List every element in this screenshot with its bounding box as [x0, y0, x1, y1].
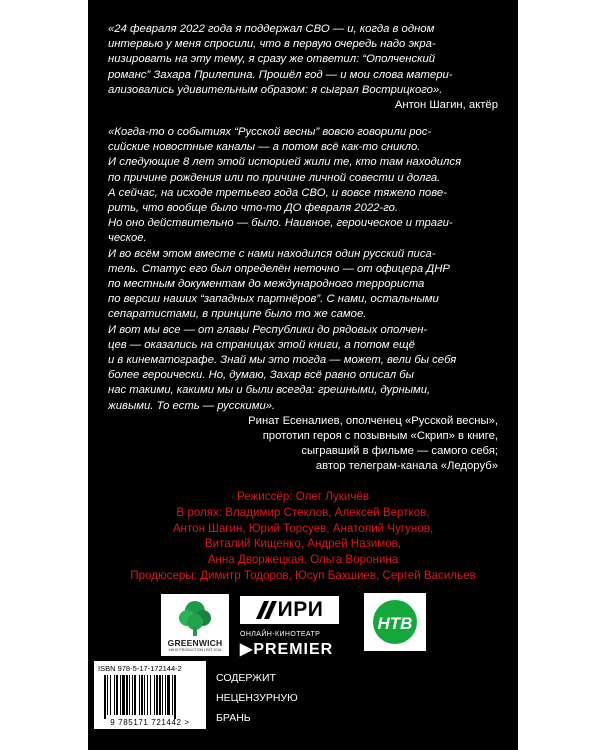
barcode-bar: [144, 675, 145, 715]
quote-esenaliev: [108, 125, 498, 475]
barcode-bar: [172, 675, 173, 715]
quote-line: сийские новостные каналы — а потом всё как-то сникло.: [108, 141, 421, 154]
barcode-bar: [147, 675, 148, 715]
play-icon: ▶: [240, 641, 254, 658]
quote-line: ческое.: [108, 232, 147, 245]
barcode-bar: [120, 675, 121, 715]
tree-icon: [178, 599, 212, 637]
quote-line: низировать на эту тему, я сразу же ответил: “Ополченский: [108, 53, 436, 66]
warning-line: БРАНЬ: [216, 712, 251, 724]
quote-line: «Когда-то о событиях “Русской весны” вовсю говорили рос-: [108, 126, 432, 138]
barcode-bar: [162, 675, 163, 715]
quote-line: по местным документам до международного террориста: [108, 278, 425, 291]
barcode-bar: [104, 675, 106, 719]
barcode-bar: [107, 675, 108, 715]
quote-line: И вот мы все — от главы Республики до рядовых ополчен-: [108, 323, 428, 336]
iri-label: ИРИ: [277, 598, 324, 621]
greenwich-sublabel: КИНО PRODUCTION | EST 2016: [168, 647, 222, 652]
quote-shagin: [108, 22, 498, 113]
barcode-digits: 9 785171 721442 >: [110, 718, 190, 727]
credit-line: Антон Шагин, Юрий Торсуев, Анатолий Чугунов,: [172, 521, 434, 535]
barcode-bar: [134, 675, 136, 715]
greenwich-label: GREENWICH: [167, 637, 223, 648]
barcode-bar: [154, 675, 155, 715]
quote-line: И во всём этом вместе с нами находился один русский писа-: [108, 247, 436, 260]
quote-line: романс” Захара Прилепина. Прошёл год — и мои слова матери-: [108, 68, 453, 81]
quote-line: живыми. То есть — русскими».: [108, 399, 276, 412]
credit-line: Продюсеры: Димитр Тодоров, Юсуп Бахшиев, Сергей Васильев: [130, 568, 476, 582]
quote-author: Антон Шагин, актёр: [394, 99, 498, 112]
barcode-bar: [114, 675, 115, 715]
quote-line: по версии наших “западных партнёров”. С нами, остальными: [108, 293, 439, 306]
barcode-bar: [129, 675, 130, 715]
barcode-bar: [126, 675, 128, 715]
barcode-bar: [159, 675, 161, 715]
quote-author: прототип героя с позывным «Скрип» в книге,: [262, 430, 498, 443]
credit-line: Виталий Кищенко, Андрей Назимов,: [204, 537, 402, 551]
warning-line: НЕЦЕНЗУРНУЮ: [216, 692, 298, 704]
barcode-bar: [141, 675, 143, 715]
barcode-bar: [139, 675, 140, 715]
quote-line: ализовались удивительным образом: я сыграл Вострицкого».: [108, 83, 443, 96]
quote-line: сепаратистами, в принципе было то же самое.: [108, 308, 367, 321]
quote-line: А сейчас, на исходе третьего года СВО, и вовсе тяжело пове-: [108, 186, 447, 199]
quote-line: цев — оказались на страницах этой книги, а потом ещё: [108, 338, 415, 351]
film-credits: [98, 489, 508, 584]
quote-line: И следующие 8 лет этой историей жили те, кто там находился: [108, 156, 462, 169]
ntv-label: НТВ: [377, 614, 413, 633]
credit-line: Анна Дворжецкая, Ольга Воронина: [207, 553, 399, 567]
ntv-icon: [371, 598, 419, 646]
quote-line: интервью у меня спросили, что в первую очередь надо экра-: [108, 38, 436, 51]
quote-line: «24 февраля 2022 года я поддержал СВО — и, когда в одном: [108, 23, 435, 35]
isbn-number: ISBN 978-5-17-172144-2: [98, 664, 182, 673]
credit-line: Режиссёр: Олег Лукичёв: [237, 490, 369, 503]
quote-line: более героически. Но, думаю, Захар всё равно описал бы: [108, 369, 414, 382]
barcode-bar: [122, 675, 125, 715]
quote-line: по причине рождения или по причине личной совести и долга.: [108, 171, 441, 184]
quote-author: сыгравший в фильме — самого себя;: [301, 445, 498, 458]
iri-mark-icon: [256, 601, 278, 619]
premier-label: [240, 639, 350, 659]
quote-line: и в кинематографе. Знай мы это тогда — может, вели бы себя: [108, 354, 457, 367]
barcode-bar: [167, 675, 170, 715]
barcode-bar: [156, 675, 158, 715]
ntv-logo: [364, 593, 426, 651]
quote-line: рить, что вообще было что-то ДО февраля 2022-го.: [108, 202, 399, 215]
premier-logo: [240, 631, 350, 659]
barcode-bar: [165, 675, 166, 715]
content-warning: [216, 668, 298, 728]
quote-author: автор телеграм-канала «Ледоруб»: [315, 460, 498, 473]
premier-wordmark: PREMIER: [253, 641, 334, 658]
credit-line: В ролях: Владимир Стеклов, Алексей Вертков,: [176, 505, 430, 519]
quote-author: Ринат Есеналиев, ополченец «Русской весны»,: [248, 414, 498, 427]
barcode-bar: [116, 675, 118, 715]
barcode-bar: [132, 675, 133, 715]
barcode-bar: [110, 675, 111, 715]
barcode-bar: [174, 675, 176, 719]
quote-line: Но оно действительно — было. Наивное, героическое и траги-: [108, 217, 453, 230]
barcode-bar: [150, 675, 151, 715]
quote-line: нас такими, какими мы и были всегда: грешными, дурными,: [108, 384, 431, 397]
isbn-barcode: [94, 661, 206, 729]
book-back-cover: [88, 0, 518, 750]
greenwich-logo: [161, 594, 229, 656]
iri-logo: [240, 596, 339, 624]
warning-line: СОДЕРЖИТ: [216, 672, 276, 684]
quote-line: тель. Статус его был определён неточно — от офицера ДНР: [108, 262, 450, 275]
premier-tagline: ОНЛАЙН-КИНОТЕАТР: [240, 631, 321, 638]
